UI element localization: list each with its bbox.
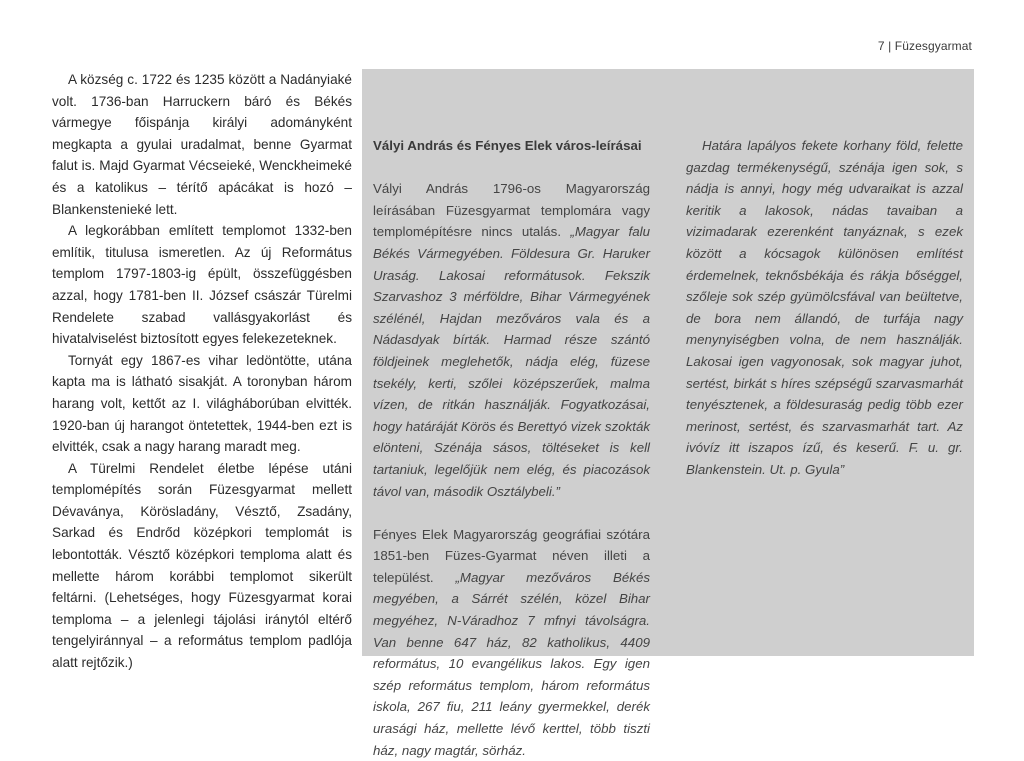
sidebar-column-1 [373,135,650,761]
sidebar-title: Vályi András és Fényes Elek város-leírásai [373,138,642,153]
fenyes-paragraph [373,524,650,761]
fenyes-quote-start: „Magyar mezőváros Békés megyében, a Sárrét szélén, közel Bihar megyéhez, N-Váradhoz 7 mfnyi távolságra. Van benne 647 ház, 82 katholikus, 4409 református, 10 evangélikus lakos. Egy igen szép református templom, három református iskola, 267 fiu, 211 leány gyermekkel, derék urasági ház, mellette lévő kerttel, több tiszti ház, nagy magtár, sörház. [373,569,650,758]
fenyes-intro: Fényes Elek Magyarország geográfiai szótára 1851-ben Füzes-Gyarmat néven illeti a települést. [373,526,650,585]
valyi-intro: Vályi András 1796-os Magyarország leírásában Füzesgyarmat templomára vagy templomépítésre nincs utalás. [373,181,650,240]
paragraph-history: A község c. 1722 és 1235 között a Nadányiaké volt. 1736-ban Harruckern báró és Békés vármegye főispánja királyi adományként megkapta a gyulai uradalmat, benne Gyarmat falut is. Majd Gyarmat Vécseieké, Wenckheimeké és a katolikus – térítő apácákat is hozó – Blankenstenieké lett. [52,72,352,217]
valyi-paragraph [373,178,650,502]
paragraph-tower: Tornyát egy 1867-es vihar ledöntötte, utána kapta ma is látható sisakját. A toronyban három harang volt, kettőt az I. világháborúban elvitték. 1920-ban új harangot öntetettek, 1944-ben ezt is elvitték, csak a nagy harang maradt meg. [52,352,352,455]
fenyes-quote-continued: Határa lapályos fekete korhany föld, felette gazdag termékenységű, szénája igen sok, s nádja is annyi, hogy még udvaraikat is azzal keritik a lakosok, nádas tavaiban a vizimadarak ezerenként tanyáznak, s ezek között a kócsagok különösen említést érdemelnek, teknősbékája és rákja bőséggel, szőleje sok szép gyümölcsfával van beültetve, de bora nem állandó, de turfája nagy menynyiségben volna, de nem használják. Lakosai igen vagyonosak, sok magyar juhot, sertést, birkát s híres szépségű szarvasmarhát tenyésztenek, a földesuraság pedig több ezer merinost, sertést, és szarvasmarhát tart. Az ivóvíz itt iszapos ízű, és keserű. F. u. gr. Blankenstein. Ut. p. Gyula” [686,138,963,477]
sidebar-box [362,69,974,758]
sidebar-column-2 [686,135,963,481]
paragraph-demolitions: A Türelmi Rendelet életbe lépése utáni templomépítés során Füzesgyarmat mellett Dévaványa, Körösladány, Vésztő, Zsadány, Sarkad és Endrőd középkori templomát is lebontották. Vésztő középkori temploma alatt és mellette három korábbi templomot sikerült feltárni. (Lehetséges, hogy Füzesgyarmat korai temploma – a jelenlegi tájolási iránytól eltérő tengelyiránnyal – a református templom padlója alatt rejtőzik.) [52,460,352,671]
main-text-column [52,69,352,674]
paragraph-first-church: A legkorábban említett templomot 1332-ben említik, titulusa ismeretlen. Az új Református templom 1797-1803-ig épült, összefüggésben azzal, hogy 1781-ben II. József császár Türelmi Rendelete szabad vallásgyakorlást és hivatalviselést biztosított egyes felekezeteknek. [52,223,352,347]
running-header: 7 | Füzesgyarmat [877,39,972,53]
valyi-quote: „Magyar falu Békés Vármegyében. Földesura Gr. Haruker Uraság. Lakosai reformátusok. Fekszik Szarvashoz 3 mérföldre, Bihar Vármegyének szélénél, Hajdan mezőváros vala és a Nádasdyak bírták. Harmad része szántó földjeinek meglehetők, nádja elég, füzese tsekély, kerti, szőlei középszerűek, malma vízen, de ritkán használják. Fogyatkozásai, hogy határáját Körös és Berettyó vizek szokták elönteni, Szénája sásos, töltéseket is kell tartaniuk, legelőjük nem elég, és piacozások távol van, második Osztálybeli.” [373,224,650,499]
paragraph-gap [373,502,650,524]
